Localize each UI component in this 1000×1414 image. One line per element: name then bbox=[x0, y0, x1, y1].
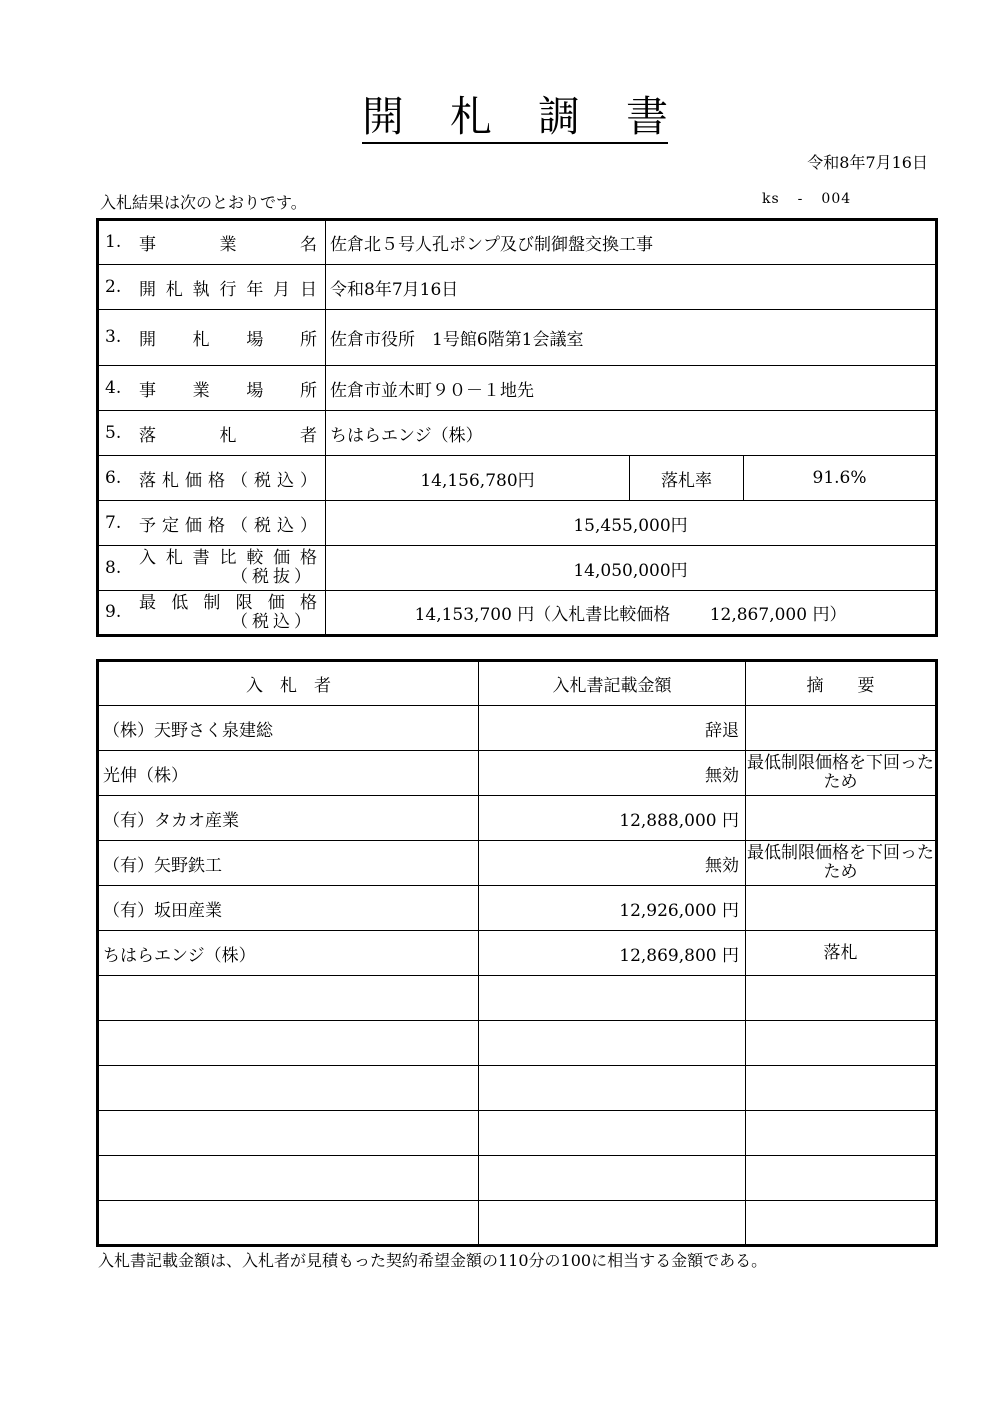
empty-row bbox=[98, 976, 937, 1021]
award-rate-label: 落札率 bbox=[630, 456, 744, 501]
info-value-opening-date: 令和8年7月16日 bbox=[326, 265, 937, 310]
document-date: 令和8年7月16日 bbox=[807, 153, 928, 172]
footnote: 入札書記載金額は、入札者が見積もった契約希望金額の110分の100に相当する金額である。 bbox=[98, 1251, 768, 1270]
bid-amount: 無効 bbox=[479, 751, 746, 796]
table-row bbox=[98, 796, 937, 841]
bid-amount: 12,926,000 円 bbox=[479, 886, 746, 931]
empty-row bbox=[98, 1021, 937, 1066]
header-remarks: 摘 要 bbox=[746, 661, 937, 706]
info-row-comparison-price bbox=[98, 546, 937, 591]
bid-amount: 12,869,800 円 bbox=[479, 931, 746, 976]
info-row-opening-place bbox=[98, 310, 937, 366]
info-value-winning-price: 14,156,780円 bbox=[326, 456, 630, 501]
info-value-estimated-price: 15,455,000円 bbox=[326, 501, 937, 546]
bidder-name: （有）坂田産業 bbox=[98, 886, 479, 931]
info-label: 9. 最低制限価格 （税込） bbox=[98, 591, 326, 636]
bids-table bbox=[96, 659, 938, 1247]
bidder-name: ちはらエンジ（株） bbox=[98, 931, 479, 976]
table-row bbox=[98, 886, 937, 931]
info-row-winning-price bbox=[98, 456, 937, 501]
document-code bbox=[762, 191, 851, 207]
bidder-name: （有）矢野鉄工 bbox=[98, 841, 479, 886]
bid-amount: 12,888,000 円 bbox=[479, 796, 746, 841]
bid-remarks: 最低制限価格を下回ったため bbox=[746, 841, 937, 886]
table-row bbox=[98, 931, 937, 976]
info-label: 8. 入札書比較価格 （税抜） bbox=[98, 546, 326, 591]
info-row-winning-bidder bbox=[98, 411, 937, 456]
bid-remarks: 最低制限価格を下回ったため bbox=[746, 751, 937, 796]
info-value-project-location: 佐倉市並木町９０－１地先 bbox=[326, 366, 937, 411]
bid-info-table bbox=[96, 218, 938, 637]
info-row-opening-date bbox=[98, 265, 937, 310]
empty-row bbox=[98, 1111, 937, 1156]
bidder-name: 光伸（株） bbox=[98, 751, 479, 796]
info-value-project-name: 佐倉北５号人孔ポンプ及び制御盤交換工事 bbox=[326, 220, 937, 265]
bid-amount: 辞退 bbox=[479, 706, 746, 751]
info-value-winning-bidder: ちはらエンジ（株） bbox=[326, 411, 937, 456]
info-value-minimum-price: 14,153,700 円（入札書比較価格 12,867,000 円） bbox=[326, 591, 937, 636]
info-row-minimum-price bbox=[98, 591, 937, 636]
info-label: 5. 落札者 bbox=[98, 411, 326, 456]
info-row-project-name bbox=[98, 220, 937, 265]
info-label: 3. 開札場所 bbox=[98, 310, 326, 366]
award-rate-value: 91.6% bbox=[744, 456, 937, 501]
table-row bbox=[98, 841, 937, 886]
table-row bbox=[98, 706, 937, 751]
code-number: 004 bbox=[821, 191, 852, 207]
bid-remarks bbox=[746, 886, 937, 931]
bids-header-row bbox=[98, 661, 937, 706]
info-value-opening-place: 佐倉市役所 1号館6階第1会議室 bbox=[326, 310, 937, 366]
bidder-name: （株）天野さく泉建総 bbox=[98, 706, 479, 751]
info-row-project-location bbox=[98, 366, 937, 411]
empty-row bbox=[98, 1156, 937, 1201]
code-dash: - bbox=[797, 191, 804, 207]
info-label: 6. 落札価格（税込） bbox=[98, 456, 326, 501]
header-amount: 入札書記載金額 bbox=[479, 661, 746, 706]
bidder-name: （有）タカオ産業 bbox=[98, 796, 479, 841]
info-label: 7. 予定価格（税込） bbox=[98, 501, 326, 546]
empty-row bbox=[98, 1066, 937, 1111]
document-title: 開札調書 bbox=[362, 92, 668, 144]
bid-remarks bbox=[746, 796, 937, 841]
bid-remarks bbox=[746, 706, 937, 751]
intro-text: 入札結果は次のとおりです。 bbox=[100, 193, 307, 212]
info-label: 4. 事業場所 bbox=[98, 366, 326, 411]
info-label: 1. 事業名 bbox=[98, 220, 326, 265]
info-value-comparison-price: 14,050,000円 bbox=[326, 546, 937, 591]
code-prefix: ks bbox=[762, 191, 780, 207]
info-row-estimated-price bbox=[98, 501, 937, 546]
bid-amount: 無効 bbox=[479, 841, 746, 886]
info-label: 2. 開札執行年月日 bbox=[98, 265, 326, 310]
table-row bbox=[98, 751, 937, 796]
bid-remarks: 落札 bbox=[746, 931, 937, 976]
header-bidder: 入 札 者 bbox=[98, 661, 479, 706]
empty-row bbox=[98, 1201, 937, 1246]
